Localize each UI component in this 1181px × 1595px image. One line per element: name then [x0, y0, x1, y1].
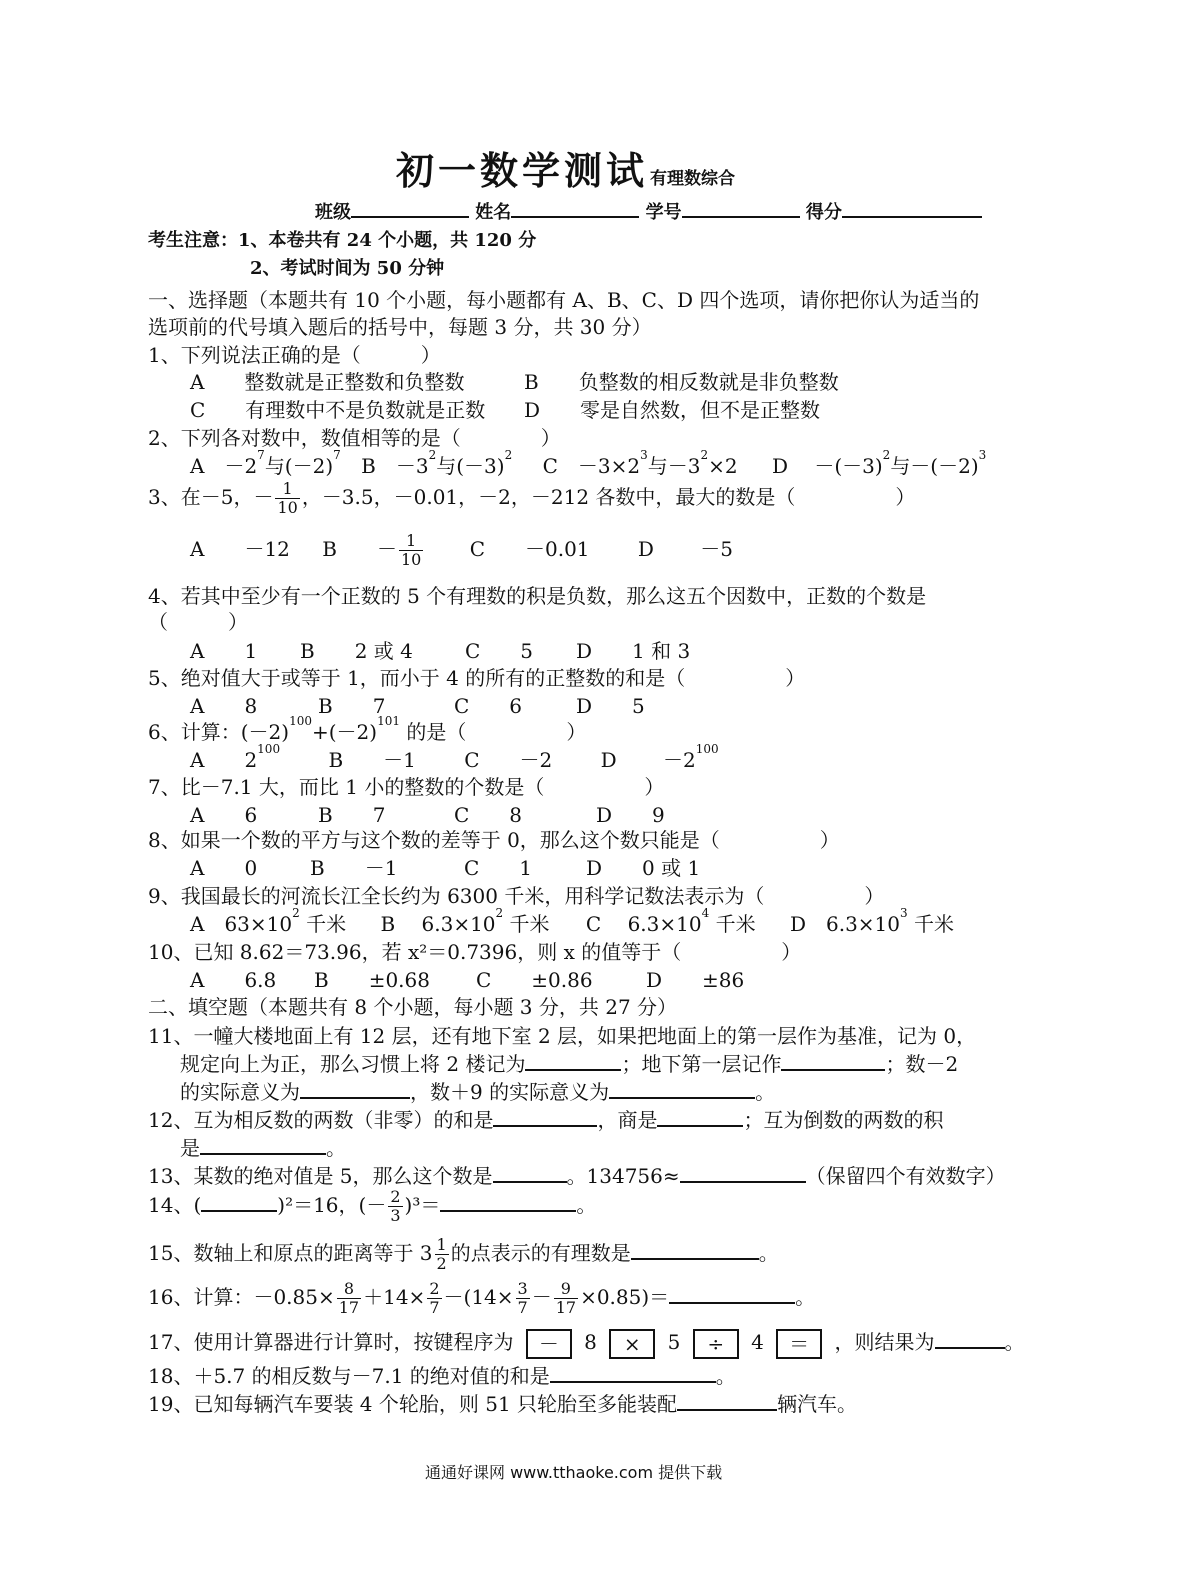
q15: 15、数轴上和原点的距离等于 3 $\frac{1}{2}$ 的点表示的有理数是 。: [148, 1235, 779, 1273]
notice-line1: 考生注意：1、本卷共有 24 个小题，共 120 分: [148, 230, 537, 251]
score-blank[interactable]: [842, 198, 982, 218]
calc-digit-4: 4: [751, 1330, 764, 1354]
q14-blank-1[interactable]: [201, 1192, 277, 1212]
q7-option-c: C 8: [454, 803, 523, 827]
q5-stem: 5、绝对值大于或等于 1，而小于 4 的所有的正整数的和是（ ）: [148, 666, 806, 690]
q13: 13、某数的绝对值是 5，那么这个数是 。134756≈ （保留四个有效数字）: [148, 1164, 1006, 1188]
q13-blank-1[interactable]: [493, 1163, 567, 1183]
q6-option-b: B －1: [328, 748, 416, 772]
q11-line2: 规定向上为正，那么习惯上将 2 楼记为 ；地下第一层记作 ；数－2: [180, 1052, 959, 1076]
q12-line1: 12、互为相反数的两数（非零）的和是 ，商是 ；互为倒数的两数的积: [148, 1108, 944, 1132]
q10-option-a: A 6.8: [190, 968, 277, 992]
q4-stem: 4、若其中至少有一个正数的 5 个有理数的积是负数，那么这五个因数中，正数的个数是: [148, 584, 927, 608]
q6-stem-post: 的是（ ）: [406, 720, 587, 744]
q7-stem: 7、比－7.1 大，而比 1 小的整数的个数是（ ）: [148, 775, 665, 799]
name-label: 姓名: [475, 202, 512, 223]
q9-option-a: A $63\times 10^2$ 千米: [190, 906, 347, 936]
q9-option-d: D $6.3\times 10^3$ 千米: [789, 906, 955, 936]
q11-line3: 的实际意义为 ，数＋9 的实际意义为 。: [180, 1080, 776, 1104]
student-info-line: [315, 198, 982, 224]
q5-option-b: B 7: [318, 694, 386, 718]
q16-blank[interactable]: [669, 1284, 795, 1304]
q1-option-d: D 零是自然数，但不是正整数: [524, 398, 821, 422]
score-label: 得分: [805, 202, 842, 223]
q1-option-c: C 有理数中不是负数就是正数: [190, 398, 486, 422]
q4-option-b: B 2 或 4: [300, 639, 413, 663]
q18-blank[interactable]: [550, 1363, 716, 1383]
q11-blank-2[interactable]: [781, 1051, 885, 1071]
calc-key-multiply: ×: [609, 1329, 655, 1359]
q8-option-a: A 0: [190, 856, 258, 880]
q4-option-a: A 1: [190, 639, 258, 663]
q11-blank-4[interactable]: [609, 1079, 755, 1099]
q8-option-c: C 1: [464, 856, 533, 880]
q9-option-c: C $6.3\times 10^4$ 千米: [585, 906, 756, 936]
class-label: 班级: [315, 202, 351, 223]
q5-option-a: A 8: [190, 694, 258, 718]
q14: 14、( )²＝16，(－ $\frac{2}{3}$ )³＝ 。: [148, 1187, 597, 1225]
q11-line1: 11、一幢大楼地面上有 12 层，还有地下室 2 层，如果把地面上的第一层作为基准，记为 0，: [148, 1024, 977, 1048]
q19: 19、已知每辆汽车要装 4 个轮胎，则 51 只轮胎至多能装配 辆汽车。: [148, 1392, 858, 1416]
q6-stem: [148, 716, 586, 745]
q4-stem2: （ ）: [148, 610, 248, 634]
q3-option-d: D －5: [637, 537, 734, 561]
q13-blank-2[interactable]: [680, 1163, 806, 1183]
section1-title-line1: 一、选择题（本题共有 10 个小题，每小题都有 A、B、C、D 四个选项，请你把你认为适当的: [148, 288, 980, 312]
q5-option-d: D 5: [576, 694, 645, 718]
q2-option-a: A $-2^7$与$(-2)^7$: [190, 448, 341, 478]
q6-options: [190, 744, 719, 773]
q3-option-c: C －0.01: [469, 537, 590, 561]
name-blank[interactable]: [511, 198, 639, 218]
section1-title-line2: 选项前的代号填入题后的括号中，每题 3 分，共 30 分）: [148, 315, 652, 339]
q15-blank[interactable]: [631, 1240, 759, 1260]
q6-option-a: A $2^{100}$: [190, 742, 281, 772]
q11-blank-1[interactable]: [525, 1051, 621, 1071]
q2-options: [190, 450, 986, 479]
number-label: 学号: [645, 202, 682, 223]
q4-option-c: C 5: [465, 639, 534, 663]
page-title: 初一数学测试: [396, 148, 649, 193]
q2-option-d: D $-(-3)^2$与$-(-2)^3$: [771, 448, 987, 478]
q7-option-a: A 6: [190, 803, 258, 827]
q8-stem: 8、如果一个数的平方与这个数的差等于 0，那么这个数只能是（ ）: [148, 828, 840, 852]
notice-line2: 2、考试时间为 50 分钟: [250, 258, 445, 279]
calc-digit-8: 8: [584, 1330, 597, 1354]
calc-key-minus: －: [526, 1329, 572, 1359]
q6-stem-pre: 6、计算：: [148, 720, 241, 744]
q3-stem-post: ，－3.5，－0.01，－2，－212 各数中，最大的数是（ ）: [301, 485, 916, 509]
footer-text: 通通好课网 www.tthaoke.com 提供下载: [425, 1463, 723, 1482]
q9-stem: 9、我国最长的河流长江全长约为 6300 千米，用科学记数法表示为（ ）: [148, 884, 885, 908]
q12-blank-1[interactable]: [493, 1107, 597, 1127]
calc-key-divide: ÷: [693, 1329, 739, 1359]
page-subtitle: 有理数综合: [650, 169, 736, 189]
q2-option-c: C $-3\times 2^3$与$-3^2\times 2$: [542, 448, 738, 478]
q3-fraction: $\frac{1}{10}$: [277, 479, 298, 517]
q9-option-b: B $6.3\times 10^2$ 千米: [380, 906, 550, 936]
q7-option-d: D 9: [596, 803, 665, 827]
q10-option-d: D ±86: [646, 968, 745, 992]
q3-stem: [148, 480, 915, 517]
number-blank[interactable]: [682, 198, 800, 218]
q8-option-d: D 0 或 1: [586, 856, 701, 880]
q6-expression: $(-2)^{100}+(-2)^{101}$: [240, 714, 400, 744]
q19-blank[interactable]: [677, 1391, 777, 1411]
q9-options: [190, 908, 954, 937]
q10-option-b: B ±0.68: [314, 968, 430, 992]
q3-option-a: A －12: [190, 537, 290, 561]
q17: 17、使用计算器进行计算时，按键程序为 － 8 × 5 ÷ 4 ＝ ，则结果为 。: [148, 1326, 1025, 1359]
page-title-block: [396, 140, 735, 195]
q12-blank-3[interactable]: [200, 1135, 326, 1155]
q8-option-b: B －1: [310, 856, 398, 880]
q14-blank-2[interactable]: [440, 1192, 576, 1212]
q10-option-c: C ±0.86: [476, 968, 593, 992]
q1-option-b: B 负整数的相反数就是非负整数: [524, 370, 839, 394]
calc-digit-5: 5: [667, 1330, 681, 1354]
q6-option-d: D $-2^{100}$: [600, 742, 719, 772]
q18: 18、＋5.7 的相反数与－7.1 的绝对值的和是 。: [148, 1364, 736, 1388]
q12-blank-2[interactable]: [657, 1107, 743, 1127]
q7-option-b: B 7: [318, 803, 386, 827]
q11-blank-3[interactable]: [300, 1079, 410, 1099]
q16: 16、计算：－0.85× $\frac{8}{17}$ ＋14× $\frac{2}{7}$ －(14× $\frac{3}{7}$ － $\frac{9}{17}$ ×0.85)＝ 。: [148, 1279, 816, 1317]
q4-option-d: D 1 和 3: [576, 639, 691, 663]
q1-stem: 1、下列说法正确的是（ ）: [148, 343, 441, 367]
calc-key-equals: ＝: [776, 1329, 822, 1359]
q2-option-b: B $-3^2$与$(-3)^2$: [361, 448, 513, 478]
q3-stem-pre: 3、在－5，－: [148, 485, 274, 509]
q1-option-a: A 整数就是正整数和负整数: [190, 370, 465, 394]
q3-options: [190, 532, 733, 569]
class-blank[interactable]: [351, 198, 469, 218]
q12-line2: 是 。: [180, 1136, 346, 1160]
q6-option-c: C －2: [464, 748, 553, 772]
q5-option-c: C 6: [454, 694, 523, 718]
q3-option-b: B － $\frac{1}{10}$: [322, 531, 422, 569]
q10-stem: 10、已知 8.62＝73.96，若 x²＝0.7396，则 x 的值等于（ ）: [148, 940, 802, 964]
section2-title: 二、填空题（本题共有 8 个小题，每小题 3 分，共 27 分）: [148, 995, 678, 1019]
q2-stem: 2、下列各对数中，数值相等的是（ ）: [148, 426, 561, 450]
q17-blank[interactable]: [935, 1329, 1005, 1349]
